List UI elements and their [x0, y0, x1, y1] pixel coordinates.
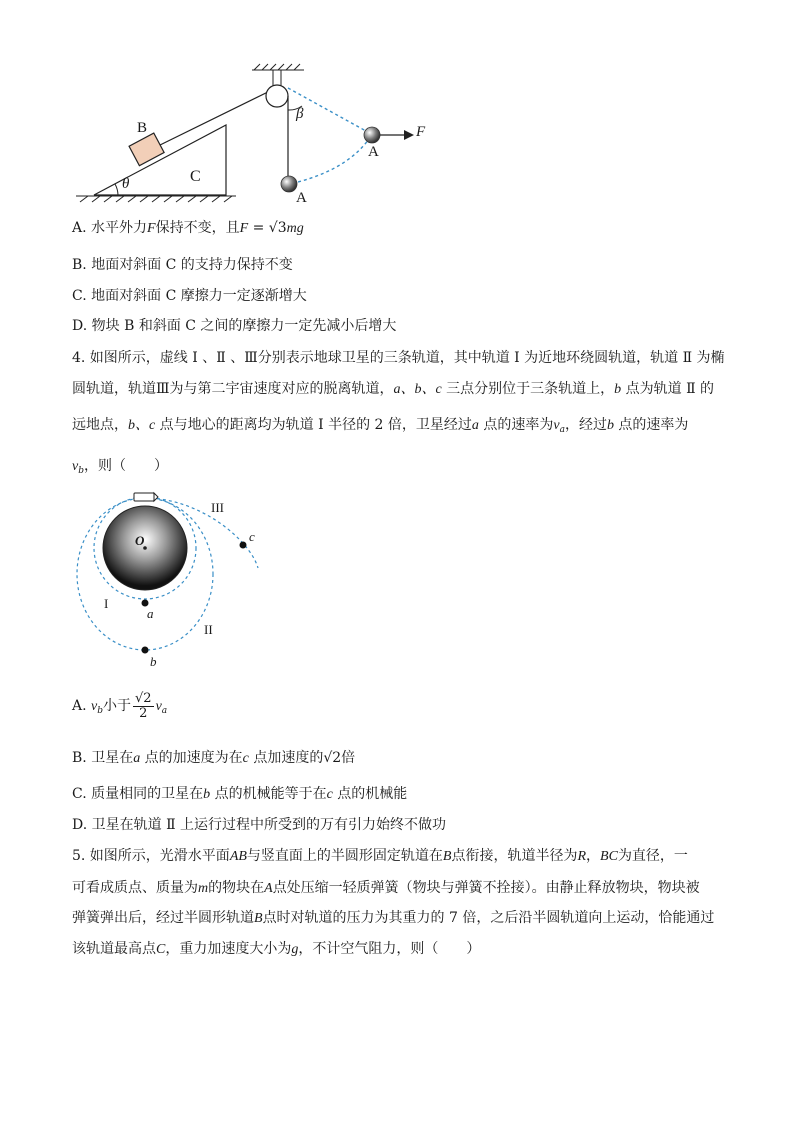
satellite-tip — [154, 493, 158, 501]
q4-line-1: 4. 如图所示，虚线 Ⅰ 、Ⅱ 、Ⅲ分别表示地球卫星的三条轨道，其中轨道 Ⅰ 为近地环绕圆轨道，轨道 Ⅱ 为椭 — [72, 350, 725, 366]
option-text: 点的机械能等于在 — [210, 786, 327, 802]
q4-option-c — [72, 784, 407, 805]
var-mg: mg — [286, 221, 304, 236]
text: 点的速率为 — [613, 417, 689, 433]
text: 点处压缩一轻质弹簧（物块与弹簧不拴接）。由静止释放物块，物块被 — [272, 880, 700, 896]
var-bc: BC — [600, 849, 618, 864]
label-orbit-i: I — [104, 596, 109, 611]
var-a: a — [133, 751, 141, 766]
text: ，不计空气阻力，则（ ） — [298, 941, 481, 957]
incline-pulley-figure — [0, 0, 794, 220]
var-b: B — [442, 849, 452, 864]
point-b — [142, 647, 149, 654]
q3-option-d: D. 物块 B 和斜面 C 之间的摩擦力一定先减小后增大 — [72, 318, 397, 334]
text: 的物块在 — [208, 880, 265, 896]
label-orbit-ii: II — [204, 622, 213, 637]
var-a: a — [471, 418, 479, 433]
vars: b、c — [128, 418, 156, 433]
text: 5. 如图所示，光滑水平面 — [72, 848, 230, 864]
q5-line-1 — [72, 846, 688, 867]
text: ， — [586, 848, 601, 864]
option-text: C. 质量相同的卫星在 — [72, 786, 204, 802]
ground-hatch — [76, 196, 236, 202]
var-v: v — [155, 699, 162, 714]
ball-path-arc — [298, 136, 371, 182]
text: 可看成质点、质量为 — [72, 880, 198, 896]
label-point-c: c — [249, 529, 255, 544]
point-c — [240, 542, 247, 549]
label-theta: θ — [122, 176, 130, 192]
var-c: C — [156, 942, 166, 957]
q4-line-2 — [72, 379, 714, 400]
var-b: b — [606, 418, 614, 433]
orbit-figure — [0, 480, 794, 680]
sub-a: a — [161, 706, 168, 716]
option-text: 点的机械能 — [332, 786, 408, 802]
ball-a-right — [364, 127, 380, 143]
label-b: B — [137, 120, 148, 136]
label-a-right: A — [368, 144, 379, 160]
var-m: m — [198, 881, 209, 896]
equals: = — [248, 220, 269, 236]
q5-line-2 — [72, 878, 700, 899]
var-b: b — [203, 787, 211, 802]
option-text: 小于 — [103, 698, 131, 714]
text: 点与地心的距离均为轨道 Ⅰ 半径的 2 倍，卫星经过 — [155, 417, 472, 433]
var-r: R — [577, 849, 587, 864]
var-f: F — [239, 221, 249, 236]
satellite — [134, 493, 154, 501]
q4-line-3 — [72, 415, 688, 440]
q4-option-a — [72, 688, 167, 724]
option-text: 倍 — [341, 750, 356, 766]
q4-option-b — [72, 748, 355, 769]
label-point-a: a — [147, 606, 154, 621]
option-text: A. 水平外力 — [72, 220, 148, 236]
text: 点的速率为 — [478, 417, 554, 433]
text: 远地点， — [72, 417, 128, 433]
q3-option-b: B. 地面对斜面 C 的支持力保持不变 — [72, 257, 293, 273]
sub-a: a — [559, 425, 565, 435]
var-a: A — [264, 881, 273, 896]
var-v: v — [91, 699, 98, 714]
incline-c — [94, 125, 226, 195]
var-v: v — [553, 418, 560, 433]
q3-option-c: C. 地面对斜面 C 摩擦力一定逐渐增大 — [72, 288, 307, 304]
var-v: v — [72, 459, 79, 474]
text: ，经过 — [564, 417, 607, 433]
ball-a-bottom — [281, 176, 297, 192]
text: ，重力加速度大小为 — [165, 941, 292, 957]
text: 点衔接，轨道半径为 — [451, 848, 578, 864]
label-c: C — [190, 168, 201, 185]
text: 与竖直面上的半圆形固定轨道在 — [246, 848, 443, 864]
var-c: c — [242, 751, 249, 766]
sub-b: b — [78, 466, 84, 476]
var-g: g — [291, 942, 299, 957]
text: ，则（ ） — [83, 458, 168, 474]
text: 点时对轨道的压力为其重力的 7 倍，之后沿半圆轨道向上运动，恰能通过 — [262, 910, 715, 926]
sqrt2: √2 — [323, 750, 342, 766]
option-text: 点的加速度为在 — [140, 750, 243, 766]
ceiling-hatch — [252, 64, 304, 70]
numerator: √2 — [135, 690, 152, 706]
q3-option-a — [72, 218, 304, 239]
var-b: B — [254, 911, 263, 926]
sqrt3: √3 — [268, 220, 287, 236]
text: 为直径，一 — [617, 848, 688, 864]
var-c: c — [326, 787, 333, 802]
q4-line-4 — [72, 456, 168, 481]
label-point-b: b — [150, 654, 157, 669]
denominator: 2 — [139, 705, 148, 721]
pulley — [266, 85, 288, 107]
q5-line-4 — [72, 939, 480, 960]
label-beta: β — [296, 106, 304, 122]
vars: a、b、c — [393, 382, 442, 397]
text: 点为轨道 Ⅱ 的 — [621, 381, 715, 397]
text: 弹簧弹出后，经过半圆形轨道 — [72, 910, 254, 926]
label-orbit-iii: III — [211, 500, 224, 515]
option-text: 保持不变，且 — [155, 220, 240, 236]
fraction-sqrt2-over-2 — [133, 692, 154, 721]
option-text: B. 卫星在 — [72, 750, 134, 766]
force-arrowhead — [404, 130, 414, 140]
label-f: F — [416, 124, 426, 140]
sub-b: b — [97, 706, 103, 716]
option-text: A. — [72, 698, 92, 714]
option-text: 点加速度的 — [248, 750, 324, 766]
q4-option-d: D. 卫星在轨道 Ⅱ 上运行过程中所受到的万有引力始终不做功 — [72, 817, 447, 833]
label-o: O — [135, 533, 145, 548]
text: 圆轨道，轨道Ⅲ为与第二宇宙速度对应的脱离轨道， — [72, 381, 394, 397]
var-ab: AB — [229, 849, 247, 864]
text: 三点分别位于三条轨道上， — [441, 381, 615, 397]
var-b: b — [614, 382, 622, 397]
q5-line-3 — [72, 908, 714, 929]
label-a-bottom: A — [296, 190, 307, 206]
var-f: F — [147, 221, 156, 236]
text: 该轨道最高点 — [72, 941, 156, 957]
